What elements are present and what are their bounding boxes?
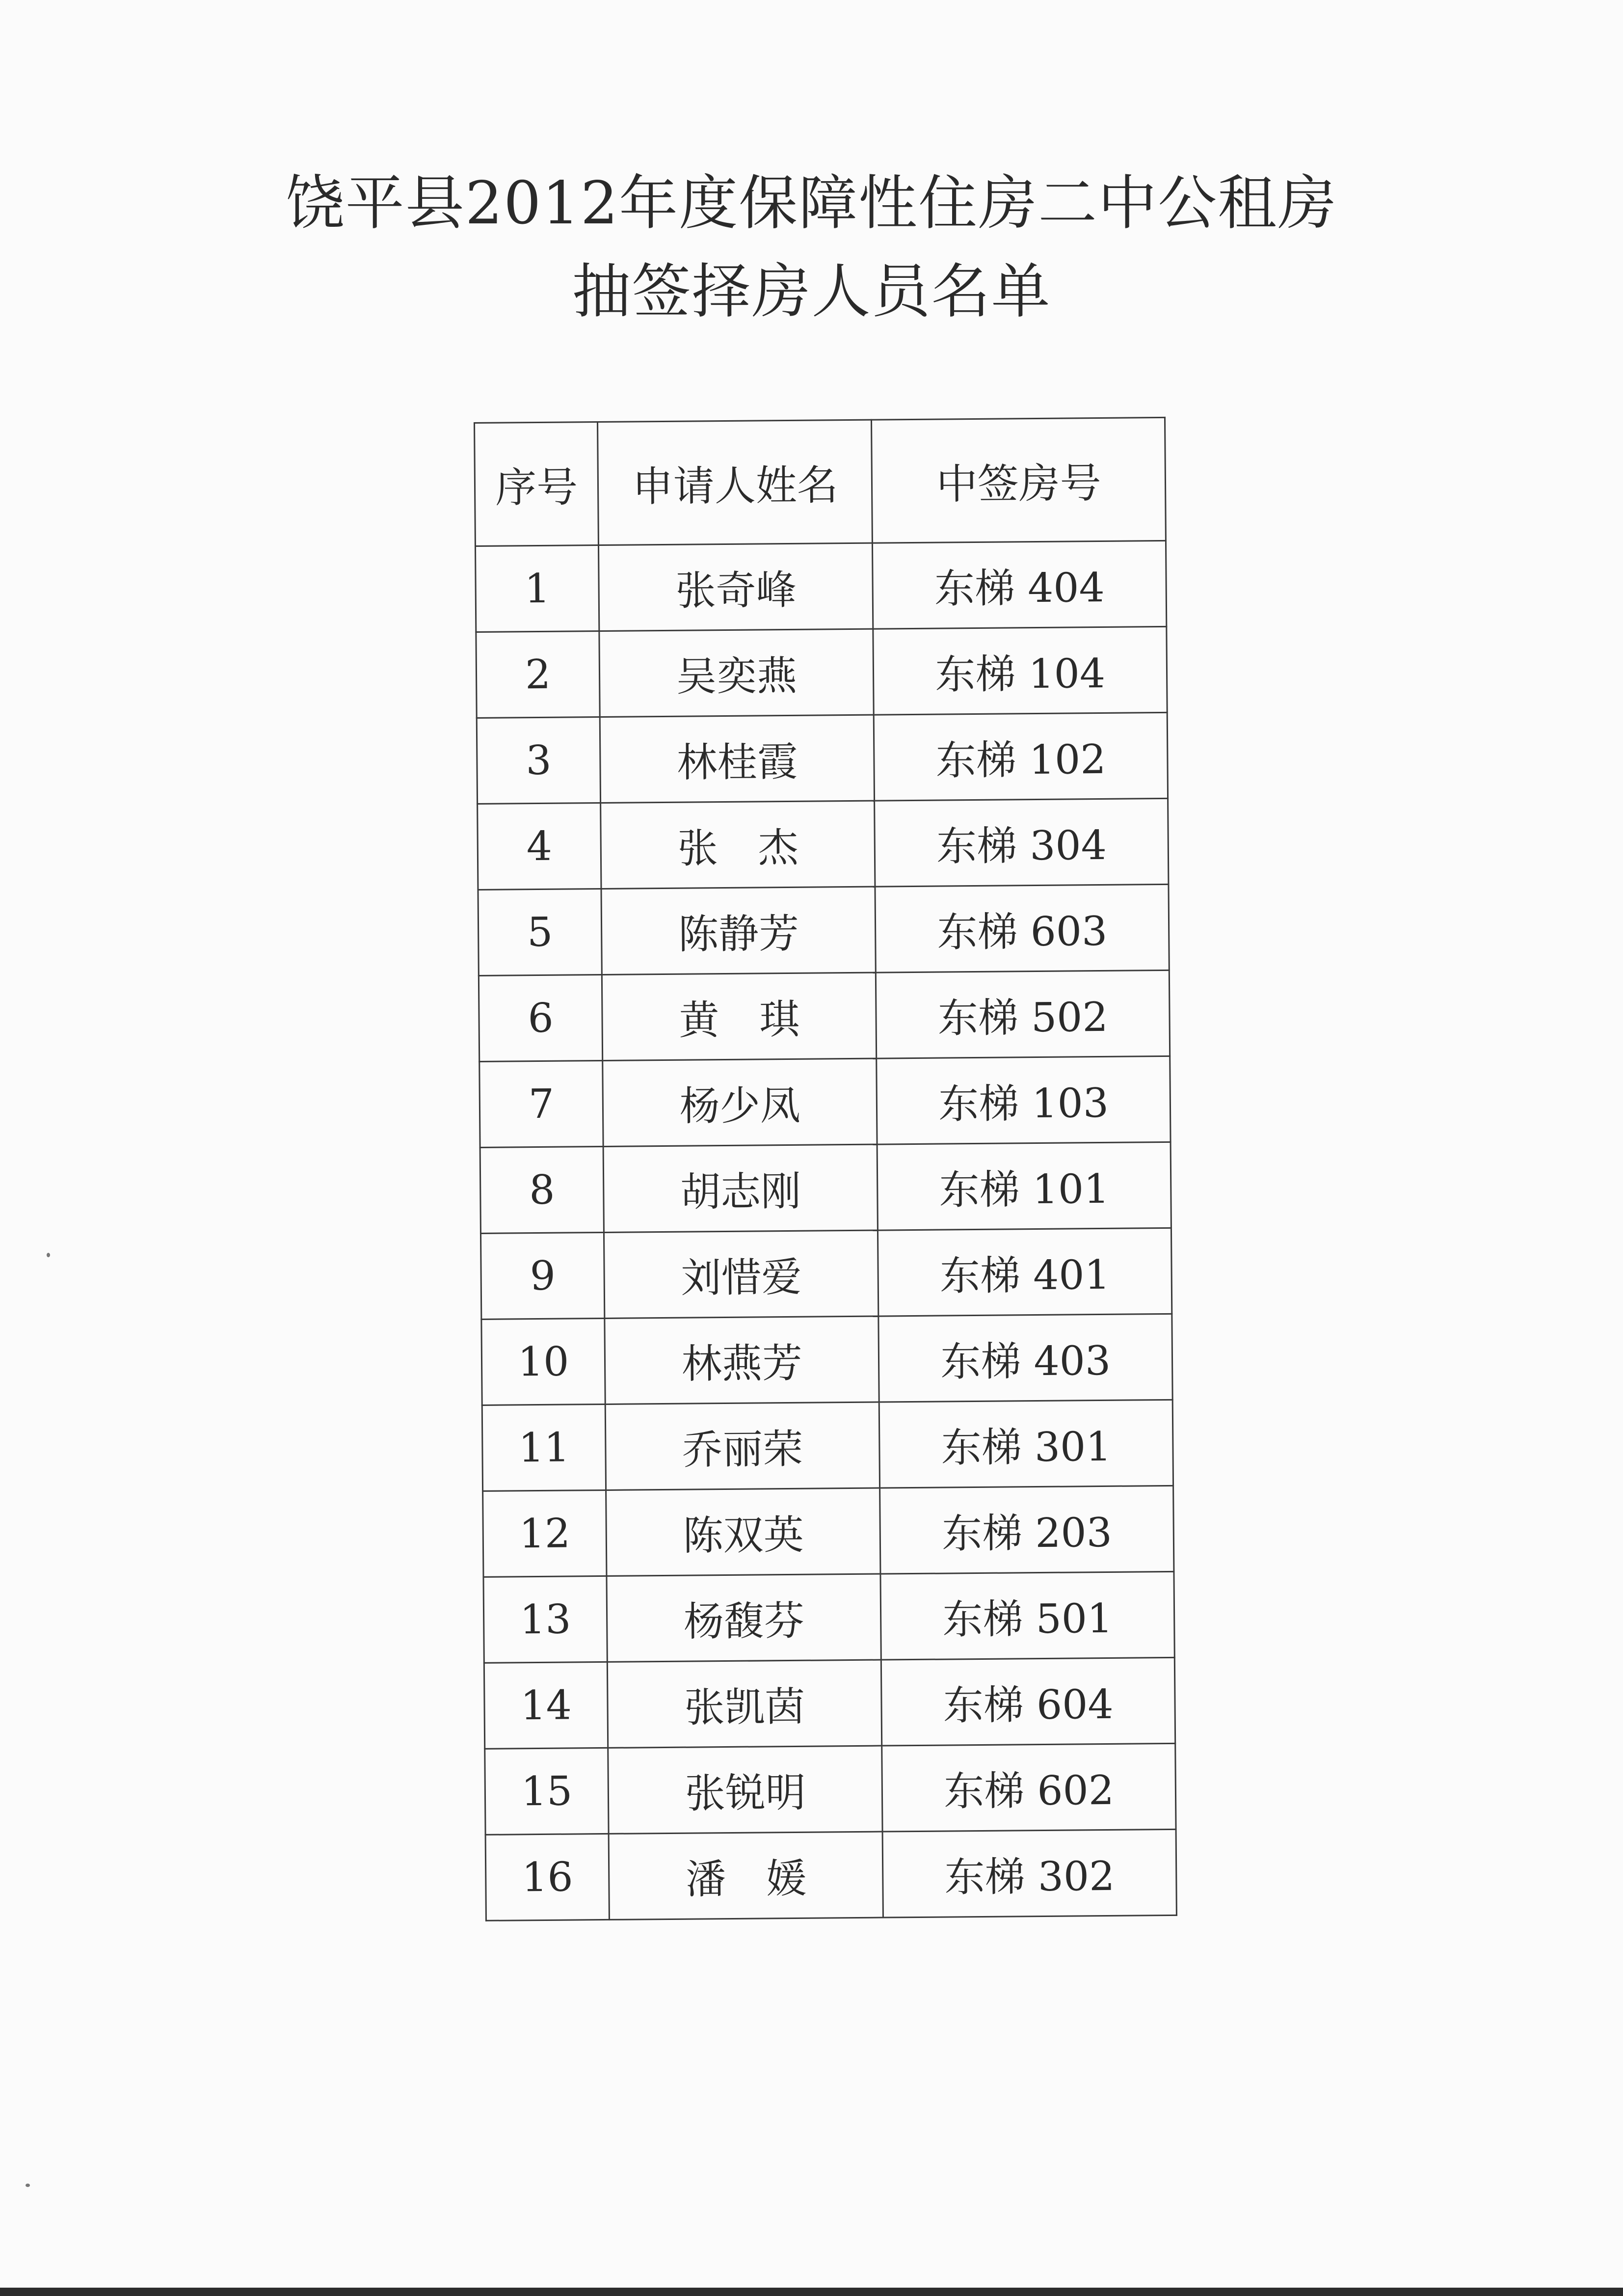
cell-applicant-name: 陈双英: [606, 1488, 881, 1576]
cell-applicant-name: 杨馥芬: [607, 1574, 881, 1662]
cell-room-number: 东梯 604: [881, 1657, 1175, 1746]
cell-serial-number: 13: [483, 1576, 608, 1663]
cell-applicant-name: 陈静芳: [601, 887, 876, 974]
cell-serial-number: 16: [485, 1834, 610, 1920]
cell-applicant-name: 张 杰: [601, 801, 876, 889]
cell-serial-number: 7: [479, 1060, 604, 1147]
cell-room-number: 东梯 203: [880, 1486, 1174, 1574]
cell-applicant-name: 林桂霞: [600, 715, 875, 803]
cell-room-number: 东梯 103: [877, 1056, 1171, 1144]
cell-applicant-name: 张锐明: [608, 1746, 883, 1834]
cell-room-number: 东梯 502: [876, 970, 1170, 1058]
table-row: [480, 1142, 1171, 1233]
cell-room-number: 东梯 304: [875, 798, 1169, 887]
cell-serial-number: 9: [480, 1232, 605, 1319]
cell-applicant-name: 潘 媛: [609, 1832, 883, 1919]
cell-serial-number: 6: [479, 974, 603, 1061]
table-row: [484, 1657, 1175, 1749]
table-row: [483, 1486, 1174, 1577]
table-row: [483, 1571, 1174, 1663]
cell-room-number: 东梯 404: [873, 540, 1167, 629]
cell-room-number: 东梯 102: [874, 712, 1168, 801]
table-row: [478, 884, 1169, 975]
cell-room-number: 东梯 403: [878, 1314, 1172, 1402]
table-row: [480, 1228, 1171, 1319]
document-subtitle: 抽签择房人员名单: [572, 258, 1051, 326]
cell-serial-number: 8: [480, 1146, 604, 1233]
scan-speck: [47, 1253, 50, 1257]
table-row: [476, 626, 1167, 718]
scan-speck: [26, 2184, 30, 2187]
lottery-result-table: [474, 417, 1177, 1921]
cell-serial-number: 4: [478, 803, 602, 890]
header-applicant-name: 申请人姓名: [598, 420, 873, 545]
cell-serial-number: 15: [485, 1748, 609, 1835]
cell-applicant-name: 张凯茵: [608, 1660, 882, 1748]
header-room-number: 中签房号: [872, 417, 1166, 543]
cell-applicant-name: 乔丽荣: [605, 1402, 880, 1490]
cell-room-number: 东梯 501: [880, 1571, 1174, 1660]
table-header-row: [475, 417, 1166, 546]
cell-serial-number: 14: [484, 1662, 608, 1749]
cell-room-number: 东梯 401: [878, 1228, 1172, 1316]
table-row: [475, 540, 1166, 632]
cell-applicant-name: 吴奕燕: [599, 629, 874, 717]
table-body: [475, 540, 1176, 1920]
cell-room-number: 东梯 603: [875, 884, 1169, 972]
table-row: [478, 798, 1169, 890]
table-row: [479, 970, 1170, 1061]
table-row: [479, 1056, 1171, 1147]
cell-room-number: 东梯 302: [882, 1829, 1176, 1918]
table-row: [477, 712, 1168, 804]
document-title: 饶平县2012年度保障性住房二中公租房: [285, 169, 1338, 238]
cell-serial-number: 11: [482, 1404, 606, 1491]
cell-applicant-name: 张奇峰: [599, 543, 874, 631]
cell-room-number: 东梯 602: [882, 1743, 1176, 1832]
table-row: [481, 1314, 1172, 1405]
header-serial-number: 序号: [475, 422, 599, 546]
cell-applicant-name: 黄 琪: [602, 972, 877, 1060]
table-row: [485, 1743, 1176, 1835]
cell-room-number: 东梯 104: [873, 626, 1167, 715]
cell-room-number: 东梯 101: [877, 1142, 1171, 1230]
cell-applicant-name: 杨少凤: [603, 1058, 878, 1146]
cell-applicant-name: 刘惜爱: [604, 1230, 879, 1318]
cell-serial-number: 2: [476, 631, 600, 718]
cell-serial-number: 12: [483, 1490, 607, 1577]
cell-serial-number: 1: [475, 545, 599, 632]
cell-serial-number: 3: [477, 717, 601, 804]
cell-serial-number: 5: [478, 889, 602, 975]
scan-bottom-edge: [0, 2288, 1623, 2296]
table-row: [485, 1829, 1176, 1920]
cell-serial-number: 10: [481, 1318, 606, 1405]
cell-applicant-name: 林燕芳: [605, 1316, 879, 1404]
cell-applicant-name: 胡志刚: [603, 1144, 878, 1232]
table-row: [482, 1400, 1173, 1491]
cell-room-number: 东梯 301: [879, 1400, 1173, 1488]
